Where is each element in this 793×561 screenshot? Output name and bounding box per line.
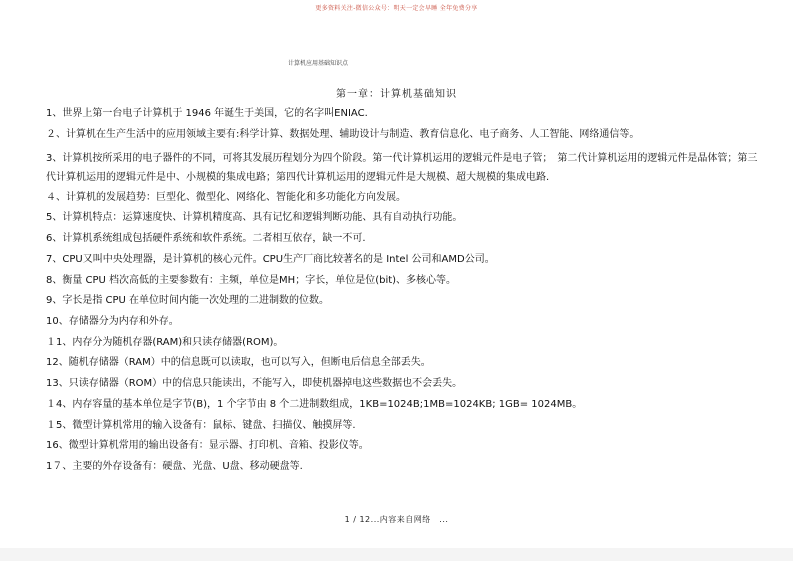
paragraph-14: １4、内存容量的基本单位是字节(B)，1 个字节由 8 个二进制数组成，1KB=1024B;1MB=1024KB; 1GB= 1024MB。 (46, 399, 583, 410)
paragraph-2: ２、计算机在生产生活中的应用领域主要有:科学计算、数据处理、辅助设计与制造、教育信息化、电子商务、人工智能、网络通信等。 (46, 129, 640, 140)
paragraph-4: ４、计算机的发展趋势：巨型化、微型化、网络化、智能化和多功能化方向发展。 (46, 192, 406, 203)
paragraph-3: 3、计算机按所采用的电子器件的不同，可将其发展历程划分为四个阶段。第一代计算机运用的逻辑元件是电子管； 第二代计算机运用的逻辑元件是晶体管；第三代计算机运用的逻辑元件是中、小规模的集成电路；第四代计算机运用的逻辑元件是大规模、超大规模的集成电路. (46, 153, 758, 183)
page-footer: 1 / 12...内容来自网络 ... (344, 515, 449, 524)
paragraph-1: 1、世界上第一台电子计算机于 1946 年诞生于美国，它的名字叫ENIAC. (46, 108, 368, 119)
promo-banner: 更多资料关注-微信公众号：明天一定会早睡 全年免费分享 (315, 5, 478, 12)
paragraph-17: 1７、主要的外存设备有：硬盘、光盘、U盘、移动硬盘等. (46, 461, 303, 472)
chapter-title: 第一章：计算机基础知识 (336, 89, 457, 100)
paragraph-10: 10、存储器分为内存和外存。 (46, 316, 179, 327)
page-header: 计算机应用基础知识点 (288, 60, 349, 67)
paragraph-16: 16、微型计算机常用的输出设备有：显示器、打印机、音箱、投影仪等。 (46, 440, 369, 451)
paragraph-6: 6、计算机系统组成包括硬件系统和软件系统。二者相互依存，缺一不可. (46, 233, 366, 244)
paragraph-15: １5、微型计算机常用的输入设备有：鼠标、键盘、扫描仪、触摸屏等. (46, 420, 356, 431)
paragraph-5: 5、计算机特点：运算速度快、计算机精度高、具有记忆和逻辑判断功能、具有自动执行功能。 (46, 212, 463, 223)
paragraph-13: 13、只读存储器（ROM）中的信息只能读出，不能写入，即使机器掉电这些数据也不会丢失。 (46, 378, 463, 389)
paragraph-12: 12、随机存储器（RAM）中的信息既可以读取，也可以写入，但断电后信息全部丢失。 (46, 357, 431, 368)
paragraph-8: 8、衡量 CPU 档次高低的主要参数有：主频，单位是MH；字长，单位是位(bit)、多核心等。 (46, 275, 457, 286)
paragraph-7: 7、CPU又叫中央处理器，是计算机的核心元件。CPU生产厂商比较著名的是 Intel 公司和AMD公司。 (46, 254, 495, 265)
paragraph-11: １1、内存分为随机存器(RAM)和只读存储器(ROM)。 (46, 337, 284, 348)
paragraph-9: 9、字长是指 CPU 在单位时间内能一次处理的二进制数的位数。 (46, 295, 330, 306)
